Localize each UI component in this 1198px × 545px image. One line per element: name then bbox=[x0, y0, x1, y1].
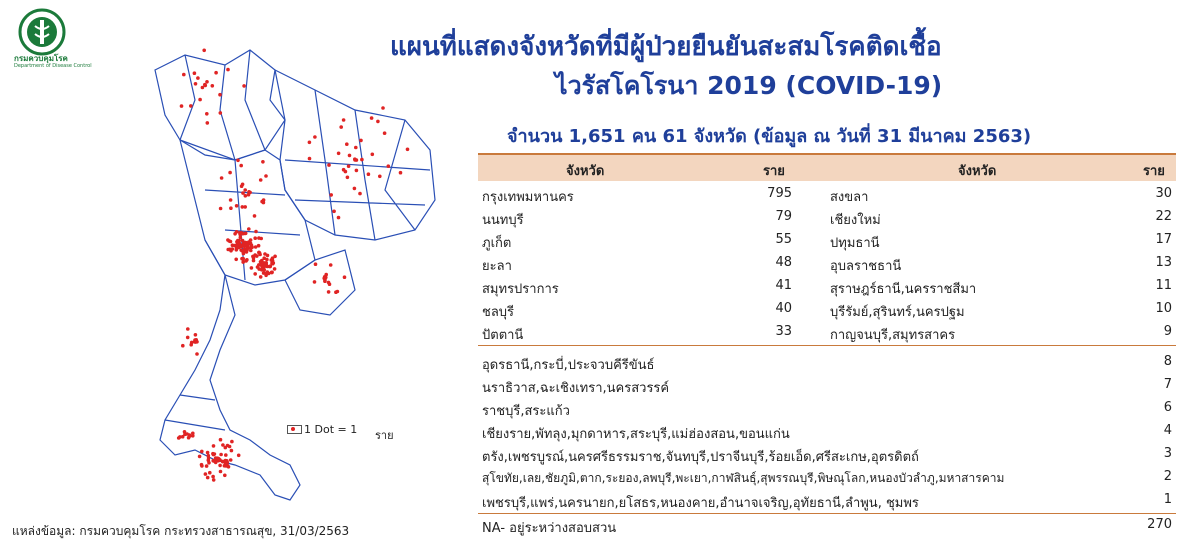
case-dot bbox=[229, 458, 233, 462]
page-subtitle: ไวรัสโคโรนา 2019 (COVID-19) bbox=[555, 71, 943, 100]
case-dot bbox=[256, 265, 260, 269]
header-province-left: จังหวัด bbox=[566, 164, 605, 179]
case-dot bbox=[241, 257, 245, 261]
case-dot bbox=[191, 432, 195, 436]
case-dot bbox=[185, 432, 189, 436]
case-dot bbox=[194, 333, 198, 337]
case-dot bbox=[198, 98, 202, 102]
case-dot bbox=[343, 275, 347, 279]
case-dot bbox=[354, 146, 358, 150]
case-dot bbox=[242, 84, 246, 88]
case-dot bbox=[206, 121, 210, 125]
case-dot bbox=[247, 227, 251, 231]
case-dot bbox=[228, 445, 232, 449]
case-dot bbox=[257, 251, 261, 255]
case-dot bbox=[219, 207, 223, 211]
case-dot bbox=[218, 93, 222, 97]
case-dot bbox=[261, 160, 265, 164]
case-dot bbox=[259, 275, 263, 279]
case-dot bbox=[182, 73, 186, 77]
case-dot bbox=[219, 111, 223, 115]
case-dot bbox=[370, 116, 374, 120]
case-dot bbox=[406, 148, 410, 152]
case-dot bbox=[245, 258, 249, 262]
case-dot bbox=[226, 68, 230, 72]
case-dot bbox=[253, 236, 257, 240]
case-dot bbox=[189, 343, 193, 347]
case-dot bbox=[200, 463, 204, 467]
header-province-right: จังหวัด bbox=[958, 164, 997, 179]
case-dot bbox=[198, 455, 202, 459]
summary-line: จำนวน 1,651 คน 61 จังหวัด (ข้อมูล ณ วันที่ 31 มีนาคม 2563) bbox=[507, 126, 1032, 147]
case-dot bbox=[226, 248, 230, 252]
table-divider bbox=[478, 513, 1176, 514]
case-dot bbox=[212, 478, 216, 482]
case-dot bbox=[195, 352, 199, 356]
case-dot bbox=[221, 443, 225, 447]
legend-dot-icon bbox=[291, 427, 295, 431]
case-dot bbox=[241, 232, 245, 236]
case-dot bbox=[254, 245, 258, 249]
page-title: แผนที่แสดงจังหวัดที่มีผู้ป่วยยืนยันสะสมโรคติดเชื้อ bbox=[390, 32, 942, 62]
case-dot bbox=[204, 472, 208, 476]
case-dot bbox=[329, 193, 333, 197]
case-dot bbox=[214, 461, 218, 465]
case-dot bbox=[353, 158, 357, 162]
case-dot bbox=[342, 118, 346, 122]
case-dot bbox=[273, 267, 277, 271]
case-dot bbox=[208, 471, 212, 475]
case-dot bbox=[313, 280, 317, 284]
case-dot bbox=[383, 131, 387, 135]
case-dot bbox=[236, 242, 240, 246]
case-dot bbox=[334, 290, 338, 294]
case-dot bbox=[203, 83, 207, 87]
case-dot bbox=[228, 171, 232, 175]
case-dot bbox=[344, 170, 348, 174]
case-dot bbox=[231, 247, 235, 251]
case-dot bbox=[202, 49, 206, 53]
case-dot bbox=[266, 254, 270, 258]
case-dot bbox=[376, 120, 380, 124]
case-dot bbox=[249, 238, 253, 242]
case-dot bbox=[212, 444, 216, 448]
case-dot bbox=[250, 266, 254, 270]
case-dot bbox=[371, 153, 375, 157]
case-dot bbox=[211, 452, 215, 456]
case-dot bbox=[266, 265, 270, 269]
case-dot bbox=[253, 272, 257, 276]
case-dot bbox=[214, 71, 218, 75]
case-dot bbox=[265, 258, 269, 262]
case-dot bbox=[328, 282, 332, 286]
case-dot bbox=[181, 344, 185, 348]
case-dot bbox=[218, 464, 222, 468]
case-dot bbox=[194, 82, 198, 86]
logo-caption-th: กรมควบคุมโรค bbox=[14, 54, 68, 63]
case-dot bbox=[227, 465, 231, 469]
case-dot bbox=[253, 214, 257, 218]
case-dot bbox=[186, 327, 190, 331]
case-dot bbox=[241, 260, 245, 264]
case-dot bbox=[219, 453, 223, 457]
case-dot bbox=[219, 438, 223, 442]
case-dot bbox=[230, 449, 234, 453]
case-dot bbox=[257, 236, 261, 240]
case-dot bbox=[270, 271, 274, 275]
case-dot bbox=[381, 106, 385, 110]
case-dot bbox=[348, 154, 352, 158]
case-dot bbox=[237, 454, 241, 458]
case-dot bbox=[239, 236, 243, 240]
case-dot bbox=[252, 256, 256, 260]
case-dot bbox=[314, 262, 318, 266]
case-dot bbox=[355, 169, 359, 173]
case-dot bbox=[327, 163, 331, 167]
case-dot bbox=[243, 205, 247, 209]
case-dot bbox=[264, 174, 268, 178]
case-dot bbox=[224, 453, 228, 457]
case-dot bbox=[245, 248, 249, 252]
case-dot bbox=[243, 188, 247, 192]
case-dot bbox=[262, 201, 266, 205]
case-dot bbox=[387, 164, 391, 168]
case-dot bbox=[308, 141, 312, 145]
case-dot bbox=[358, 192, 362, 196]
case-dot bbox=[346, 176, 350, 180]
case-dot bbox=[323, 278, 327, 282]
case-dot bbox=[211, 475, 215, 479]
header-cases-left: ราย bbox=[763, 164, 785, 179]
case-dot bbox=[241, 191, 245, 195]
case-dot bbox=[205, 112, 209, 116]
case-dot bbox=[193, 71, 197, 75]
case-dot bbox=[262, 271, 266, 275]
case-dot bbox=[323, 275, 327, 279]
case-dot bbox=[229, 198, 233, 202]
case-dot bbox=[367, 172, 371, 176]
legend-label: 1 Dot = 1 bbox=[304, 423, 358, 436]
case-dot bbox=[201, 86, 205, 90]
case-dot bbox=[337, 152, 341, 156]
case-dot bbox=[329, 263, 333, 267]
case-dot bbox=[231, 243, 235, 247]
case-dot bbox=[249, 246, 253, 250]
case-dot bbox=[332, 210, 336, 214]
case-dot bbox=[308, 157, 312, 161]
case-dot bbox=[273, 255, 277, 259]
case-dot bbox=[196, 76, 200, 80]
case-dot bbox=[259, 262, 263, 266]
case-dot bbox=[233, 232, 237, 236]
table-header bbox=[478, 153, 1176, 181]
case-dot bbox=[399, 171, 403, 175]
case-dot bbox=[180, 104, 184, 108]
case-dot bbox=[236, 239, 240, 243]
case-dot bbox=[259, 178, 263, 182]
case-dot bbox=[236, 159, 240, 163]
case-dot bbox=[206, 451, 210, 455]
case-dot bbox=[353, 187, 357, 191]
case-dot bbox=[186, 336, 190, 340]
case-dot bbox=[206, 476, 210, 480]
case-dot bbox=[359, 139, 363, 143]
case-dot bbox=[229, 206, 233, 210]
case-dot bbox=[339, 125, 343, 129]
logo-caption-en: Department of Disease Control bbox=[14, 63, 92, 69]
case-dot bbox=[313, 135, 317, 139]
case-dot bbox=[244, 244, 248, 248]
case-dot bbox=[360, 158, 364, 162]
case-dot bbox=[337, 216, 341, 220]
case-dot bbox=[240, 184, 244, 188]
case-dot bbox=[177, 436, 181, 440]
case-dot bbox=[235, 204, 239, 208]
case-dot bbox=[347, 164, 351, 168]
case-dot bbox=[261, 267, 265, 271]
case-dot bbox=[345, 142, 349, 146]
table-divider bbox=[478, 345, 1176, 346]
case-dot bbox=[255, 254, 259, 258]
case-dot bbox=[205, 464, 209, 468]
case-dot bbox=[211, 84, 215, 88]
case-dot bbox=[219, 470, 223, 474]
case-dot bbox=[216, 456, 220, 460]
case-dot bbox=[234, 258, 238, 262]
case-dot bbox=[237, 246, 241, 250]
case-dot bbox=[221, 460, 225, 464]
case-dot bbox=[205, 80, 209, 84]
case-dot bbox=[226, 238, 230, 242]
case-dot bbox=[189, 104, 193, 108]
case-dot bbox=[254, 230, 258, 234]
header-cases-right: ราย bbox=[1143, 164, 1165, 179]
case-dot bbox=[223, 474, 227, 478]
case-dot bbox=[230, 440, 234, 444]
case-dot bbox=[200, 450, 204, 454]
source-note: แหล่งข้อมูล: กรมควบคุมโรค กระทรวงสาธารณสุข, 31/03/2563 bbox=[12, 524, 350, 538]
case-dot bbox=[207, 461, 211, 465]
case-dot bbox=[194, 338, 198, 342]
case-dot bbox=[327, 290, 331, 294]
case-dot bbox=[272, 261, 276, 265]
case-dot bbox=[247, 190, 251, 194]
case-dot bbox=[239, 164, 243, 168]
legend-unit: ราย bbox=[375, 429, 394, 442]
case-dot bbox=[220, 176, 224, 180]
case-dot bbox=[378, 175, 382, 179]
